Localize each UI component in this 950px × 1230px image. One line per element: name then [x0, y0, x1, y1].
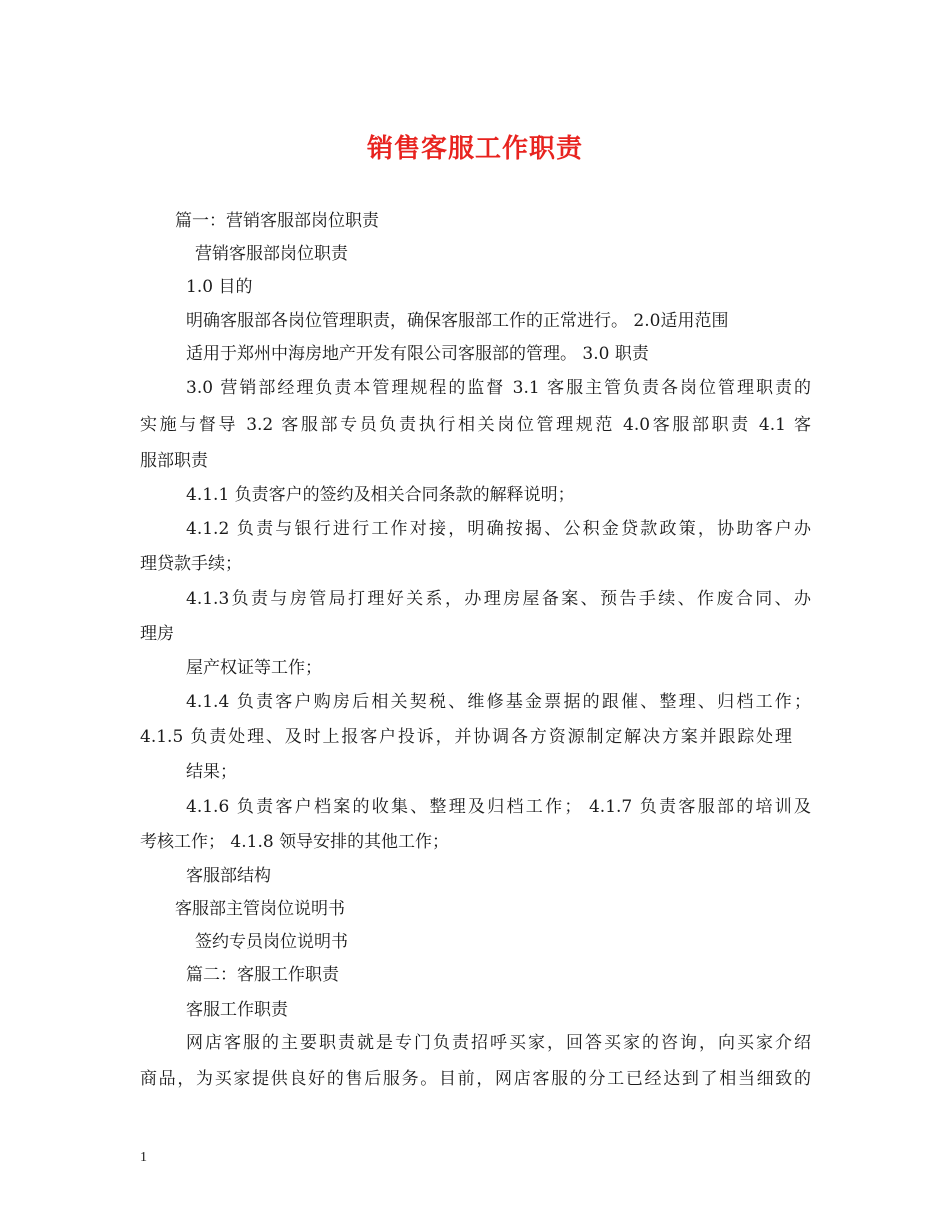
paragraph-line: 适用于郑州中海房地产开发有限公司客服部的管理。 3.0 职责 — [186, 344, 649, 364]
paragraph-line: 客服工作职责 — [186, 1000, 288, 1020]
paragraph-line: 4.1.5 负责处理、及时上报客户投诉，并协调各方资源制定解决方案并跟踪处理 — [140, 727, 792, 747]
paragraph-line: 签约专员岗位说明书 — [195, 932, 348, 952]
paragraph-line: 明确客服部各岗位管理职责，确保客服部工作的正常进行。 2.0适用范围 — [186, 311, 729, 331]
paragraph-line: 4.1.6 负责客户档案的收集、整理及归档工作； 4.1.7 负责客服部的培训及 — [186, 797, 811, 817]
paragraph-line: 理贷款手续； — [140, 554, 242, 574]
paragraph-line: 4.1.2 负责与银行进行工作对接，明确按揭、公积金贷款政策，协助客户办 — [186, 519, 811, 539]
section-heading-1: 篇一：营销客服部岗位职责 — [175, 211, 379, 231]
paragraph-line: 客服部结构 — [186, 866, 271, 886]
paragraph-line: 4.1.4 负责客户购房后相关契税、维修基金票据的跟催、整理、归档工作； — [186, 692, 811, 712]
paragraph-line: 客服部主管岗位说明书 — [175, 899, 345, 919]
paragraph-line: 屋产权证等工作； — [186, 658, 322, 678]
subheading: 营销客服部岗位职责 — [195, 244, 348, 264]
paragraph-line: 实施与督导 3.2 客服部专员负责执行相关岗位管理规范 4.0客服部职责 4.1 客 — [140, 415, 811, 435]
paragraph-line: 4.1.3负责与房管局打理好关系，办理房屋备案、预告手续、作废合同、办 — [186, 589, 811, 609]
paragraph-line: 1.0 目的 — [186, 277, 253, 297]
paragraph-line: 商品，为买家提供良好的售后服务。目前，网店客服的分工已经达到了相当细致的 — [140, 1069, 811, 1089]
paragraph-line: 4.1.1 负责客户的签约及相关合同条款的解释说明； — [186, 485, 575, 505]
page-number: 1 — [140, 1150, 147, 1165]
paragraph-line: 理房 — [140, 624, 174, 644]
paragraph-line: 考核工作； 4.1.8 领导安排的其他工作； — [140, 832, 450, 852]
paragraph-line: 网店客服的主要职责就是专门负责招呼买家，回答买家的咨询，向买家介绍 — [186, 1033, 811, 1053]
paragraph-line: 3.0 营销部经理负责本管理规程的监督 3.1 客服主管负责各岗位管理职责的 — [186, 378, 811, 398]
section-heading-2: 篇二：客服工作职责 — [186, 965, 339, 985]
paragraph-line: 服部职责 — [140, 451, 208, 471]
document-title: 销售客服工作职责 — [366, 134, 583, 164]
paragraph-line: 结果； — [186, 762, 237, 782]
